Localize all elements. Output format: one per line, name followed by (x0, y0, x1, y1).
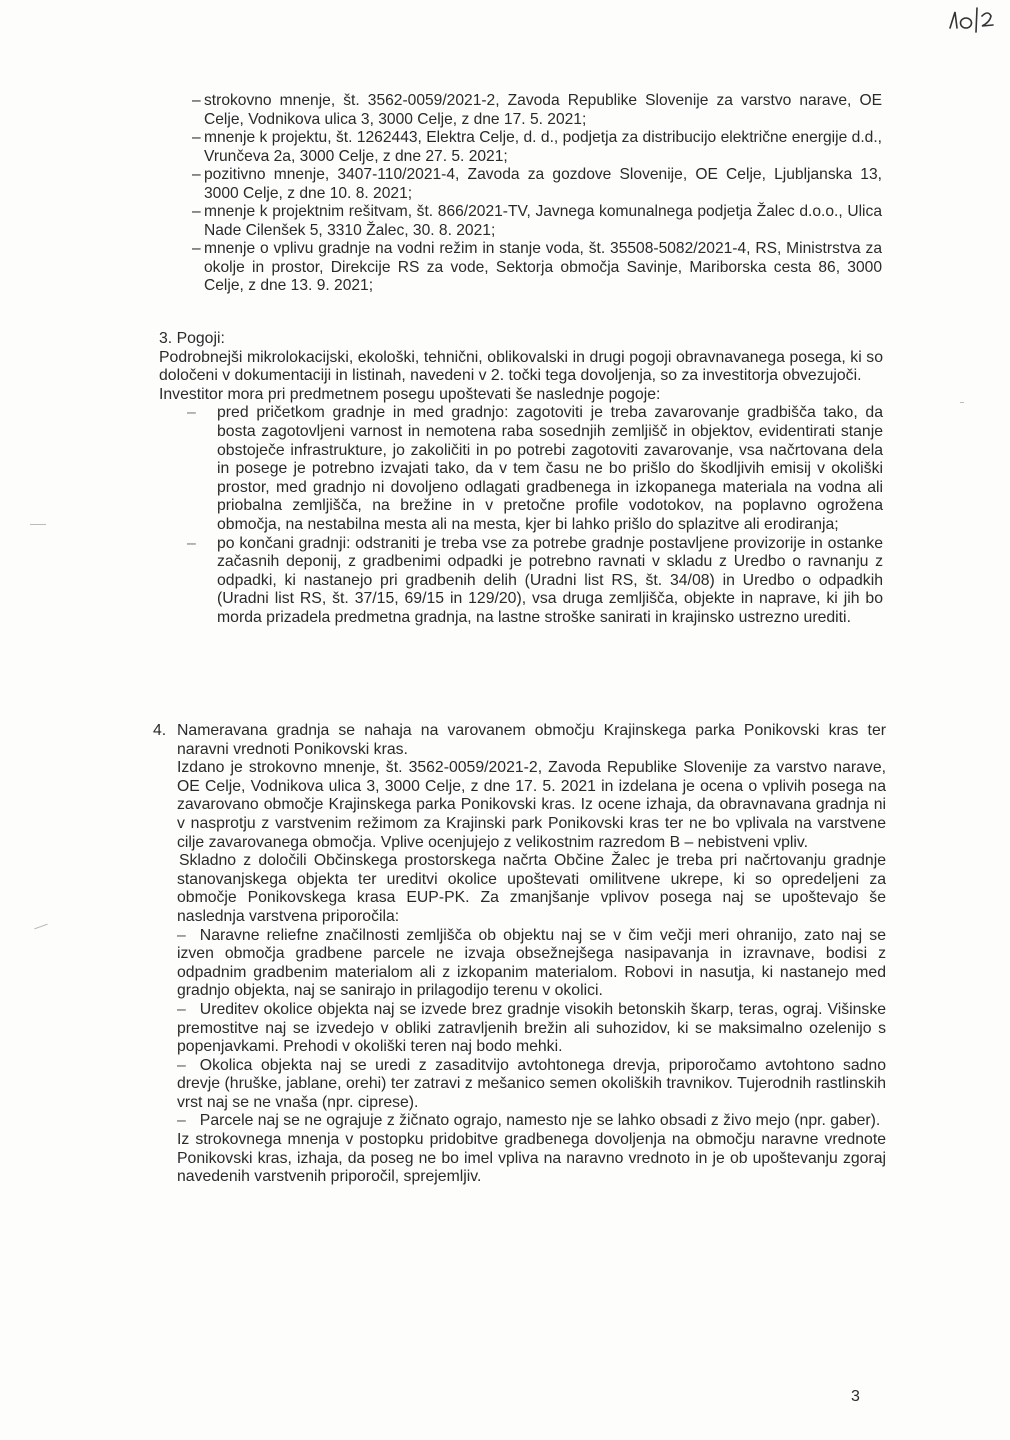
section-protected-area (153, 722, 886, 1187)
section-3-heading: 3. Pogoji: (159, 330, 225, 347)
recommendation-item: – Ureditev okolice objekta naj se izvede brez gradnje visokih betonskih škarp, teras, ograj. Višinske premostitve naj se izvedejo v obliki zatravljenih brežin ali suhozidov, ki se maksimalno ozelenijo s popenjavkami. Prehodi v okoliški teren naj bodo mehki. (177, 1000, 886, 1056)
scan-artifact (960, 402, 964, 403)
scan-artifact (34, 924, 47, 930)
condition-item: – po končani gradnji: odstraniti je treba vse za potrebe gradnje postavljene provizorije in ostanke začasnih deponij, z gradbenimi odpadki je potrebno ravnati v skladu z Uredbo o ravnanju z odpadki, ki nastanejo pri gradbenih delih (Uradni list RS, št. 34/08) in Uredbo o odpadkih (Uradni list RS, št. 37/15, 69/15 in 129/20), vsa druga zemljišča, objekte in naprave, ki jih bo morda prizadela predmetna gradnja, na lastne stroške sanirati in krajinsko ustrezno urediti. (187, 534, 883, 626)
opinion-item: – mnenje o vplivu gradnje na vodni režim in stanje voda, št. 35508-5082/2021-4, RS, Ministrstva za okolje in prostor, Direkcije RS za vode, Sektorja območja Savinje, Mariborska cesta 86, 3000 Celje, z dne 13. 9. 2021; (192, 240, 882, 294)
section-4-paragraph: Nameravana gradnja se nahaja na varovanem območju Krajinskega parka Ponikovski kras ter naravni vrednoti Ponikovski kras. (177, 722, 886, 758)
section-4-paragraph: Iz strokovnega mnenja v postopku pridobitve gradbenega dovoljenja na območju naravne vrednote Ponikovski kras, izhaja, da poseg ne bo imel vpliva na naravno vrednoto in je ob upoštevanju zgoraj navedenih varstvenih priporočil, sprejemljiv. (177, 1131, 886, 1186)
handwritten-note-icon (944, 2, 1000, 36)
opinion-item: – mnenje k projektu, št. 1262443, Elektra Celje, d. d., podjetja za distribucijo električne energije d.d., Vrunčeva 2a, 3000 Celje, z dne 27. 5. 2021; (192, 129, 882, 165)
recommendation-item: – Parcele naj se ne ograjuje z žičnato ograjo, namesto nje se lahko obsadi z živo mejo (npr. gaber). (177, 1112, 881, 1130)
scan-artifact (30, 524, 46, 525)
conditions-list (159, 404, 883, 627)
recommendation-item: – Naravne reliefne značilnosti zemljišča ob objektu naj se v čim večji meri ohranijo, zato naj se izven območja gradbene parcele ne izvaja obsežnejšega nasipavanja in izravnave, bodisi z odpadnim gradbenim materialom ali z izkopanim materialom. Robovi in nasutja, ki nastanejo med gradnjo objekta, naj se sanirajo in prilagodijo terenu v okolici. (177, 926, 886, 1000)
section-4-number: 4. (153, 722, 167, 739)
recommendation-item: – Okolica objekta naj se uredi z zasaditvijo avtohtonega drevja, priporočamo avtohtono sadno drevje (hruške, jablane, orehi) ter zatravi z mešanico semen okoliških travnikov. Tujerodnih rastlinskih vrst naj se ne vnaša (npr. ciprese). (177, 1056, 886, 1111)
condition-item: – pred pričetkom gradnje in med gradnjo: zagotoviti je treba zavarovanje gradbišča tako, da bosta zagotovljeni varnost in nemotena raba sosednjih zemljišč in objektov, evidentirati stanje obstoječe infrastrukture, jo zakoličiti in po potrebi zagotoviti zavarovanje, vsa načrtovana dela in posege je potrebno izvajati tako, da v tem času ne bo prišlo do škodljivih emisij v okoliški prostor, med gradnjo ni dovoljeno odlagati gradbenega in izkopanega materiala na vodna ali priobalna zemljišča, na brežine in v pretočne profile vodotokov, na poplavno ogrožena območja, na nestabilna mesta ali na mesta, kjer bi lahko prišlo do splazitve ali erodiranja; (187, 404, 883, 533)
handwritten-page-note (944, 2, 1000, 36)
section-3-paragraph: Podrobnejši mikrolokacijski, ekološki, tehnični, oblikovalski in drugi pogoji obravnavanega posega, ki so določeni v dokumentaciji in listinah, navedeni v 2. točki tega dovoljenja, so za investitorja obvezujoči. (159, 348, 883, 385)
section-conditions (159, 330, 883, 628)
section-3-paragraph: Investitor mora pri predmetnem posegu upoštevati še naslednje pogoje: (159, 385, 661, 403)
page-number: 3 (851, 1388, 860, 1405)
section-4-paragraph: Izdano je strokovno mnenje, št. 3562-0059/2021-2, Zavoda Republike Slovenije za varstvo narave, OE Celje, Vodnikova ulica 3, 3000 Celje, z dne 17. 5. 2021 in izdelana je ocena o vplivih posega na zavarovano območje Krajinskega parka Ponikovski kras. Iz ocene izhaja, da obravnavana gradnja ni v nasprotju z varstvenim režimom za Krajinski park Ponikovski kras ter ne bo vplivala na varstvene cilje zavarovanega območja. Vplive ocenjujejo z velikostnim razredom B – nebistveni vpliv. (177, 759, 886, 851)
opinions-list (192, 92, 882, 296)
opinion-item: – pozitivno mnenje, 3407-110/2021-4, Zavoda za gozdove Slovenije, OE Celje, Ljubljanska 13, 3000 Celje, z dne 10. 8. 2021; (192, 166, 882, 202)
section-4-paragraph: Skladno z določili Občinskega prostorskega načrta Občine Žalec je treba pri načrtovanju gradnje stanovanjskega objekta ter ureditvi okolice upoštevati omilitvene ukrepe, ki so opredeljeni za območje Ponikovskega krasa EUP-PK. Za zmanjšanje vplivov posega naj se upoštevajo še naslednja varstvena priporočila: (177, 852, 886, 925)
opinion-item: – strokovno mnenje, št. 3562-0059/2021-2, Zavoda Republike Slovenije za varstvo narave, OE Celje, Vodnikova ulica 3, 3000 Celje, z dne 17. 5. 2021; (192, 92, 882, 128)
opinion-item: – mnenje k projektnim rešitvam, št. 866/2021-TV, Javnega komunalnega podjetja Žalec d.o.o., Ulica Nade Cilenšek 5, 3310 Žalec, 30. 8. 2021; (192, 203, 882, 239)
